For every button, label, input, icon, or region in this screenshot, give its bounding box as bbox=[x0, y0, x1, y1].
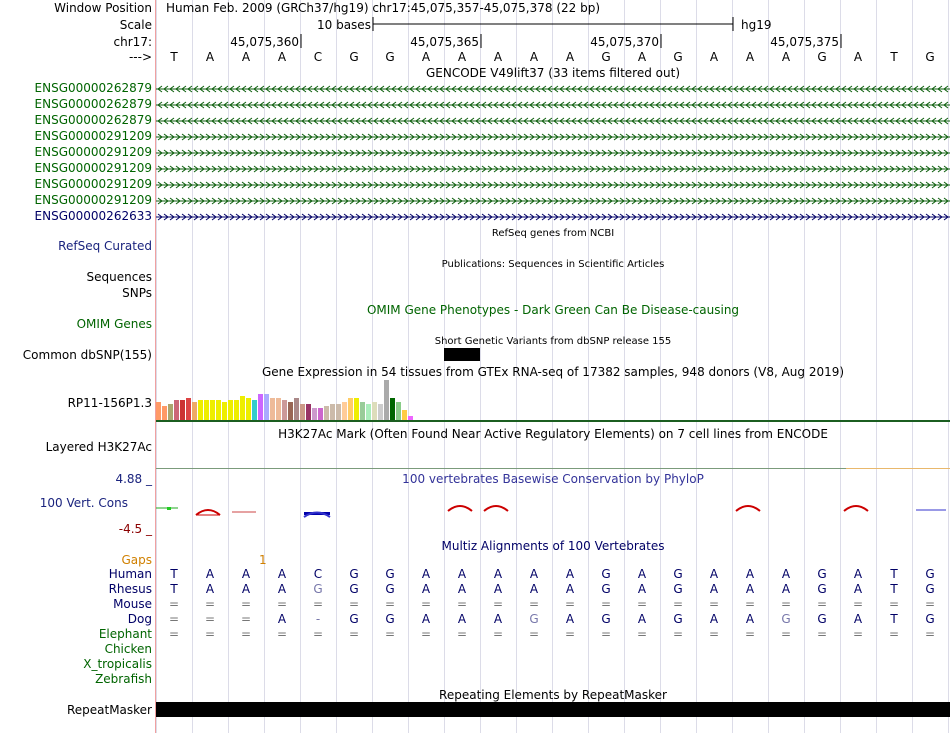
alignment-base: = bbox=[672, 597, 684, 611]
alignment-base: = bbox=[168, 612, 180, 626]
sequence-base: A bbox=[457, 50, 467, 64]
refseq-label[interactable]: RefSeq Curated bbox=[58, 239, 152, 253]
alignment-base: G bbox=[601, 612, 611, 626]
alignment-base: A bbox=[745, 582, 755, 596]
gtex-tissue-bar[interactable] bbox=[288, 402, 293, 420]
gap-count: 1 bbox=[259, 553, 267, 567]
gtex-tissue-bar[interactable] bbox=[252, 400, 257, 420]
alignment-base: A bbox=[781, 567, 791, 581]
alignment-base: A bbox=[277, 567, 287, 581]
alignment-base: C bbox=[313, 567, 323, 581]
alignment-base: = bbox=[780, 597, 792, 611]
sequence-base: A bbox=[277, 50, 287, 64]
alignment-base: A bbox=[709, 567, 719, 581]
gtex-tissue-bar[interactable] bbox=[246, 398, 251, 420]
gtex-tissue-bar[interactable] bbox=[360, 402, 365, 420]
species-label: Mouse bbox=[113, 597, 152, 611]
alignment-base: G bbox=[781, 612, 791, 626]
alignment-base: = bbox=[924, 597, 936, 611]
gene-label[interactable]: ENSG00000291209 bbox=[34, 161, 152, 175]
alignment-base: = bbox=[240, 597, 252, 611]
gtex-tissue-bar[interactable] bbox=[264, 394, 269, 420]
dbsnp-variant[interactable] bbox=[444, 348, 480, 361]
sequence-base: G bbox=[601, 50, 611, 64]
species-label: Dog bbox=[127, 612, 152, 626]
gtex-tissue-bar[interactable] bbox=[180, 400, 185, 420]
alignment-base: G bbox=[349, 567, 359, 581]
alignment-base: = bbox=[276, 597, 288, 611]
gtex-tissue-bar[interactable] bbox=[330, 404, 335, 420]
refseq-title: RefSeq genes from NCBI bbox=[491, 228, 615, 239]
alignment-base: A bbox=[241, 582, 251, 596]
tick-label-4: 45,075,375 bbox=[770, 35, 839, 49]
gtex-tissue-bar[interactable] bbox=[336, 404, 341, 420]
gtex-tissue-bar[interactable] bbox=[354, 398, 359, 420]
gtex-tissue-bar[interactable] bbox=[402, 410, 407, 420]
gene-label[interactable]: ENSG00000262879 bbox=[34, 113, 152, 127]
gtex-title: Gene Expression in 54 tissues from GTEx RNA-seq of 17382 samples, 948 donors (V8, Aug 2019) bbox=[261, 365, 845, 379]
alignment-base: G bbox=[817, 612, 827, 626]
alignment-base: = bbox=[348, 627, 360, 641]
alignment-base: A bbox=[457, 567, 467, 581]
alignment-base: G bbox=[925, 567, 935, 581]
alignment-base: = bbox=[780, 627, 792, 641]
h3k27ac-label[interactable]: Layered H3K27Ac bbox=[45, 440, 152, 454]
sequence-base: G bbox=[673, 50, 683, 64]
alignment-base: = bbox=[420, 597, 432, 611]
sequence-base: T bbox=[890, 50, 898, 64]
gtex-tissue-bar[interactable] bbox=[294, 398, 299, 420]
alignment-base: T bbox=[890, 582, 898, 596]
alignment-base: = bbox=[888, 597, 900, 611]
gene-label[interactable]: ENSG00000262879 bbox=[34, 81, 152, 95]
alignment-base: = bbox=[204, 627, 216, 641]
gene-label[interactable]: ENSG00000291209 bbox=[34, 145, 152, 159]
gtex-tissue-bar[interactable] bbox=[258, 394, 263, 420]
sequence-base: A bbox=[241, 50, 251, 64]
alignment-base: = bbox=[600, 597, 612, 611]
alignment-base: A bbox=[565, 567, 575, 581]
alignment-base: A bbox=[457, 582, 467, 596]
alignment-base: G bbox=[673, 612, 683, 626]
gene-feature[interactable] bbox=[156, 99, 950, 109]
alignment-base: A bbox=[205, 582, 215, 596]
alignment-base: G bbox=[529, 612, 539, 626]
sequence-base: A bbox=[745, 50, 755, 64]
tick-label-1: 45,075,360 bbox=[230, 35, 299, 49]
gtex-tissue-bar[interactable] bbox=[378, 404, 383, 420]
alignment-base: A bbox=[421, 582, 431, 596]
alignment-base: = bbox=[924, 627, 936, 641]
alignment-base: = bbox=[888, 627, 900, 641]
gene-label[interactable]: ENSG00000291209 bbox=[34, 193, 152, 207]
alignment-base: A bbox=[637, 612, 647, 626]
h3k27ac-signal bbox=[156, 468, 846, 469]
species-label: Elephant bbox=[98, 627, 152, 641]
alignment-base: = bbox=[420, 627, 432, 641]
alignment-base: = bbox=[456, 627, 468, 641]
h3k27ac-title: H3K27Ac Mark (Often Found Near Active Regulatory Elements) on 7 cell lines from ENCODE bbox=[278, 427, 828, 441]
alignment-base: = bbox=[600, 627, 612, 641]
conservation-title: 100 vertebrates Basewise Conservation by PhyloP bbox=[402, 472, 704, 486]
position-text: Human Feb. 2009 (GRCh37/hg19) chr17:45,075,357-45,075,378 (22 bp) bbox=[165, 1, 601, 15]
alignment-base: A bbox=[709, 582, 719, 596]
gtex-tissue-bar[interactable] bbox=[216, 400, 221, 420]
alignment-base: A bbox=[637, 582, 647, 596]
alignment-base: A bbox=[493, 582, 503, 596]
track-area[interactable] bbox=[156, 0, 950, 733]
alignment-base: = bbox=[744, 597, 756, 611]
alignment-base: = bbox=[564, 627, 576, 641]
sequence-base: C bbox=[313, 50, 323, 64]
alignment-base: A bbox=[457, 612, 467, 626]
alignment-base: = bbox=[204, 612, 216, 626]
sequence-base: A bbox=[493, 50, 503, 64]
conservation-ymax: 4.88 _ bbox=[115, 472, 152, 486]
alignment-base: = bbox=[492, 627, 504, 641]
alignment-base: = bbox=[276, 627, 288, 641]
alignment-base: G bbox=[673, 567, 683, 581]
alignment-base: A bbox=[853, 582, 863, 596]
alignment-base: A bbox=[493, 612, 503, 626]
track-labels bbox=[0, 0, 156, 733]
omim-title: OMIM Gene Phenotypes - Dark Green Can Be Disease-causing bbox=[366, 303, 740, 317]
multiz-title: Multiz Alignments of 100 Vertebrates bbox=[441, 539, 665, 553]
gene-label[interactable]: ENSG00000291209 bbox=[34, 177, 152, 191]
sequence-base: G bbox=[925, 50, 935, 64]
species-label: Zebrafish bbox=[95, 672, 152, 686]
conservation-label[interactable]: 100 Vert. Cons bbox=[39, 496, 128, 510]
gaps-label: Gaps bbox=[121, 553, 152, 567]
gtex-chart[interactable] bbox=[156, 380, 950, 420]
chrom-label: chr17: bbox=[113, 35, 152, 49]
alignment-base: A bbox=[493, 567, 503, 581]
alignment-base: G bbox=[601, 567, 611, 581]
gtex-tissue-bar[interactable] bbox=[318, 408, 323, 420]
sequence-base: A bbox=[781, 50, 791, 64]
alignment-base: = bbox=[348, 597, 360, 611]
gtex-tissue-bar[interactable] bbox=[174, 400, 179, 420]
base-gridline bbox=[948, 0, 949, 733]
gene-feature[interactable] bbox=[156, 83, 950, 93]
alignment-base: G bbox=[925, 612, 935, 626]
alignment-base: = bbox=[852, 597, 864, 611]
alignment-base: = bbox=[636, 597, 648, 611]
sequence-base: A bbox=[709, 50, 719, 64]
alignment-base: - bbox=[315, 612, 321, 626]
alignment-base: = bbox=[708, 627, 720, 641]
alignment-base: G bbox=[673, 582, 683, 596]
sequence-row bbox=[156, 50, 950, 64]
alignment-base: = bbox=[168, 627, 180, 641]
alignment-base: = bbox=[312, 597, 324, 611]
omim-label[interactable]: OMIM Genes bbox=[76, 317, 152, 331]
alignment-base: A bbox=[529, 567, 539, 581]
alignment-base: = bbox=[240, 627, 252, 641]
alignment-base: T bbox=[890, 567, 898, 581]
gtex-tissue-bar[interactable] bbox=[222, 402, 227, 420]
gtex-tissue-bar[interactable] bbox=[324, 406, 329, 420]
gtex-tissue-bar[interactable] bbox=[186, 398, 191, 420]
alignment-base: A bbox=[637, 567, 647, 581]
gtex-tissue-bar[interactable] bbox=[366, 404, 371, 420]
alignment-base: = bbox=[816, 597, 828, 611]
alignment-base: = bbox=[672, 627, 684, 641]
alignment-base: A bbox=[781, 582, 791, 596]
repeatmasker-label[interactable]: RepeatMasker bbox=[66, 703, 152, 717]
gtex-tissue-bar[interactable] bbox=[192, 402, 197, 420]
alignment-base: A bbox=[421, 612, 431, 626]
sequence-base: A bbox=[637, 50, 647, 64]
window-position-label: Window Position bbox=[54, 1, 152, 15]
species-label: Rhesus bbox=[108, 582, 152, 596]
alignment-base: T bbox=[170, 567, 178, 581]
alignment-base: A bbox=[745, 612, 755, 626]
gtex-tissue-bar[interactable] bbox=[156, 402, 161, 420]
gene-feature[interactable] bbox=[156, 211, 950, 221]
gene-label[interactable]: ENSG00000291209 bbox=[34, 129, 152, 143]
conservation-ymin: -4.5 _ bbox=[118, 522, 152, 536]
gtex-gene-label[interactable]: RP11-156P1.3 bbox=[67, 396, 152, 410]
gene-feature[interactable] bbox=[156, 131, 950, 141]
publications-sequences-label[interactable]: Sequences bbox=[86, 270, 152, 284]
species-label: Chicken bbox=[104, 642, 152, 656]
sequence-base: A bbox=[853, 50, 863, 64]
species-label: X_tropicalis bbox=[83, 657, 152, 671]
alignment-base: G bbox=[385, 612, 395, 626]
alignment-base: A bbox=[565, 612, 575, 626]
alignment-base: G bbox=[817, 582, 827, 596]
alignment-base: = bbox=[744, 627, 756, 641]
gtex-tissue-bar[interactable] bbox=[162, 406, 167, 420]
gtex-tissue-bar[interactable] bbox=[372, 402, 377, 420]
gtex-tissue-bar[interactable] bbox=[282, 400, 287, 420]
gtex-tissue-bar[interactable] bbox=[306, 404, 311, 420]
gtex-tissue-bar[interactable] bbox=[228, 400, 233, 420]
gtex-tissue-bar[interactable] bbox=[342, 402, 347, 420]
alignment-base: = bbox=[528, 627, 540, 641]
alignment-base: A bbox=[565, 582, 575, 596]
alignment-base: = bbox=[636, 627, 648, 641]
repeatmasker-title: Repeating Elements by RepeatMasker bbox=[439, 688, 667, 702]
alignment-base: T bbox=[890, 612, 898, 626]
publications-snps-label[interactable]: SNPs bbox=[122, 286, 152, 300]
alignment-base: G bbox=[385, 582, 395, 596]
alignment-base: = bbox=[204, 597, 216, 611]
repeatmasker-block[interactable] bbox=[156, 702, 950, 717]
alignment-base: A bbox=[709, 612, 719, 626]
gtex-tissue-bar[interactable] bbox=[234, 400, 239, 420]
sequence-base: A bbox=[205, 50, 215, 64]
alignment-base: A bbox=[745, 567, 755, 581]
gtex-tissue-bar[interactable] bbox=[312, 408, 317, 420]
gencode-title: GENCODE V49lift37 (33 items filtered out) bbox=[425, 66, 681, 80]
alignment-base: G bbox=[349, 582, 359, 596]
tick-label-2: 45,075,365 bbox=[410, 35, 479, 49]
publications-title: Publications: Sequences in Scientific Articles bbox=[441, 259, 665, 270]
sequence-base: G bbox=[349, 50, 359, 64]
alignment-base: = bbox=[456, 597, 468, 611]
scale-label: Scale bbox=[119, 18, 152, 32]
gtex-tissue-bar[interactable] bbox=[384, 380, 389, 420]
gtex-tissue-bar[interactable] bbox=[276, 398, 281, 420]
sequence-base: G bbox=[385, 50, 395, 64]
gene-feature[interactable] bbox=[156, 179, 950, 189]
alignment-base: G bbox=[601, 582, 611, 596]
alignment-base: = bbox=[384, 597, 396, 611]
alignment-base: A bbox=[853, 567, 863, 581]
alignment-base: A bbox=[277, 612, 287, 626]
gtex-baseline bbox=[156, 420, 950, 422]
alignment-base: G bbox=[385, 567, 395, 581]
alignment-base: = bbox=[240, 612, 252, 626]
gene-feature[interactable] bbox=[156, 147, 950, 157]
gtex-tissue-bar[interactable] bbox=[300, 404, 305, 420]
alignment-base: A bbox=[205, 567, 215, 581]
scale-bases: 10 bases bbox=[317, 18, 371, 32]
tick-label-3: 45,075,370 bbox=[590, 35, 659, 49]
gene-feature[interactable] bbox=[156, 115, 950, 125]
conservation-track[interactable] bbox=[156, 495, 950, 525]
alignment-base: = bbox=[816, 627, 828, 641]
gene-label[interactable]: ENSG00000262633 bbox=[34, 209, 152, 223]
alignment-base: T bbox=[170, 582, 178, 596]
alignment-base: = bbox=[168, 597, 180, 611]
alignment-base: = bbox=[384, 627, 396, 641]
dbsnp-title: Short Genetic Variants from dbSNP release 155 bbox=[434, 336, 672, 347]
species-label: Human bbox=[108, 567, 152, 581]
h3k27ac-signal-2 bbox=[846, 468, 950, 469]
gene-feature[interactable] bbox=[156, 195, 950, 205]
alignment-base: = bbox=[708, 597, 720, 611]
alignment-base: A bbox=[277, 582, 287, 596]
gtex-tissue-bar[interactable] bbox=[240, 396, 245, 420]
gene-label[interactable]: ENSG00000262879 bbox=[34, 97, 152, 111]
strand-label: ---> bbox=[128, 50, 152, 64]
sequence-base: A bbox=[421, 50, 431, 64]
gtex-tissue-bar[interactable] bbox=[168, 404, 173, 420]
sequence-base: G bbox=[817, 50, 827, 64]
gtex-tissue-bar[interactable] bbox=[198, 400, 203, 420]
alignment-base: = bbox=[312, 627, 324, 641]
alignment-base: G bbox=[349, 612, 359, 626]
gtex-tissue-bar[interactable] bbox=[204, 400, 209, 420]
dbsnp-label[interactable]: Common dbSNP(155) bbox=[22, 348, 152, 362]
alignment-base: A bbox=[241, 567, 251, 581]
alignment-base: = bbox=[492, 597, 504, 611]
sequence-base: T bbox=[170, 50, 178, 64]
alignment-base: G bbox=[925, 582, 935, 596]
alignment-base: A bbox=[853, 612, 863, 626]
gtex-tissue-bar[interactable] bbox=[270, 398, 275, 420]
gtex-tissue-bar[interactable] bbox=[396, 402, 401, 420]
alignment-base: = bbox=[528, 597, 540, 611]
gtex-tissue-bar[interactable] bbox=[348, 398, 353, 420]
sequence-base: A bbox=[529, 50, 539, 64]
alignment-base: G bbox=[313, 582, 323, 596]
gtex-tissue-bar[interactable] bbox=[390, 398, 395, 420]
assembly-label: hg19 bbox=[741, 18, 772, 32]
alignment-base: A bbox=[529, 582, 539, 596]
gtex-tissue-bar[interactable] bbox=[210, 400, 215, 420]
alignment-base: A bbox=[421, 567, 431, 581]
alignment-base: = bbox=[852, 627, 864, 641]
sequence-base: A bbox=[565, 50, 575, 64]
alignment-base: = bbox=[564, 597, 576, 611]
alignment-base: G bbox=[817, 567, 827, 581]
gene-feature[interactable] bbox=[156, 163, 950, 173]
